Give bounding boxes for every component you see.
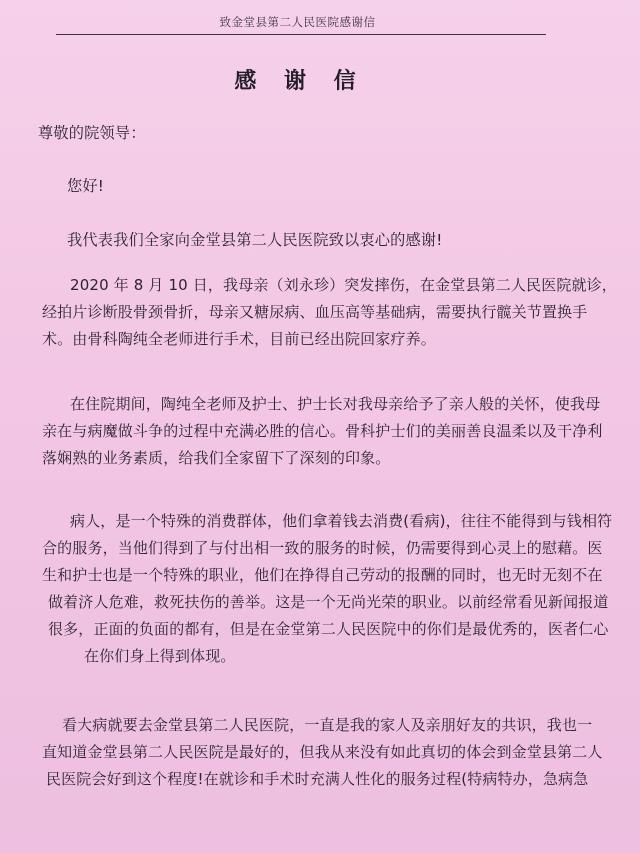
paragraph-reputation xyxy=(40,712,603,793)
salutation: 尊敬的院领导： xyxy=(38,124,146,142)
paragraph-line: 很多，正面的负面的都有，但是在金堂第二人民医院中的你们是最优秀的，医者仁心 xyxy=(48,620,609,638)
letter-title: 感 谢 信 xyxy=(234,69,366,94)
paragraph-reflection xyxy=(42,508,612,670)
header-divider xyxy=(56,34,546,35)
paragraph-line: 经拍片诊断股骨颈骨折，母亲又糖尿病、血压高等基础病，需要执行髋关节置换手 xyxy=(42,303,588,321)
paragraph-line: 在住院期间，陶纯全老师及护士、护士长对我母亲给予了亲人般的关怀，使我母 xyxy=(70,395,601,413)
paragraph-hospital-stay xyxy=(42,391,603,472)
paragraph-line: 看大病就要去金堂县第二人民医院，一直是我的家人及亲朋好友的共识，我也一 xyxy=(62,716,593,734)
paragraph-incident xyxy=(42,272,617,353)
paragraph-line: 2020 年 8 月 10 日，我母亲（刘永珍）突发摔伤，在金堂县第二人民医院就诊， xyxy=(70,276,617,294)
greeting: 您好! xyxy=(67,177,105,195)
paragraph-line: 亲在与病魔做斗争的过程中充满必胜的信心。骨科护士们的美丽善良温柔以及干净利 xyxy=(42,422,603,440)
paragraph-line: 落娴熟的业务素质，给我们全家留下了深刻的印象。 xyxy=(42,449,391,467)
paragraph-line: 合的服务，当他们得到了与付出相一致的服务的时候，仍需要得到心灵上的慰藉。医 xyxy=(42,539,603,557)
paragraph-line: 做着济人危难，救死扶伤的善举。这是一个无尚光荣的职业。以前经常看见新闻报道 xyxy=(48,593,609,611)
paragraph-line: 术。由骨科陶纯全老师进行手术，目前已经出院回家疗养。 xyxy=(42,330,436,348)
paragraph-line: 在你们身上得到体现。 xyxy=(84,647,236,665)
paragraph-line: 生和护士也是一个特殊的职业，他们在挣得自己劳动的报酬的同时，也无时无刻不在 xyxy=(42,566,603,584)
paragraph-thanks: 我代表我们全家向金堂县第二人民医院致以衷心的感谢! xyxy=(67,231,443,249)
paragraph-line: 病人，是一个特殊的消费群体，他们拿着钱去消费(看病)，往往不能得到与钱相符 xyxy=(70,512,613,530)
paragraph-line: 民医院会好到这个程度!在就诊和手术时充满人性化的服务过程(特病特办，急病急 xyxy=(46,770,589,788)
paragraph-line: 直知道金堂县第二人民医院是最好的，但我从来没有如此真切的体会到金堂县第二人 xyxy=(42,743,603,761)
running-header: 致金堂县第二人民医院感谢信 xyxy=(219,15,376,29)
